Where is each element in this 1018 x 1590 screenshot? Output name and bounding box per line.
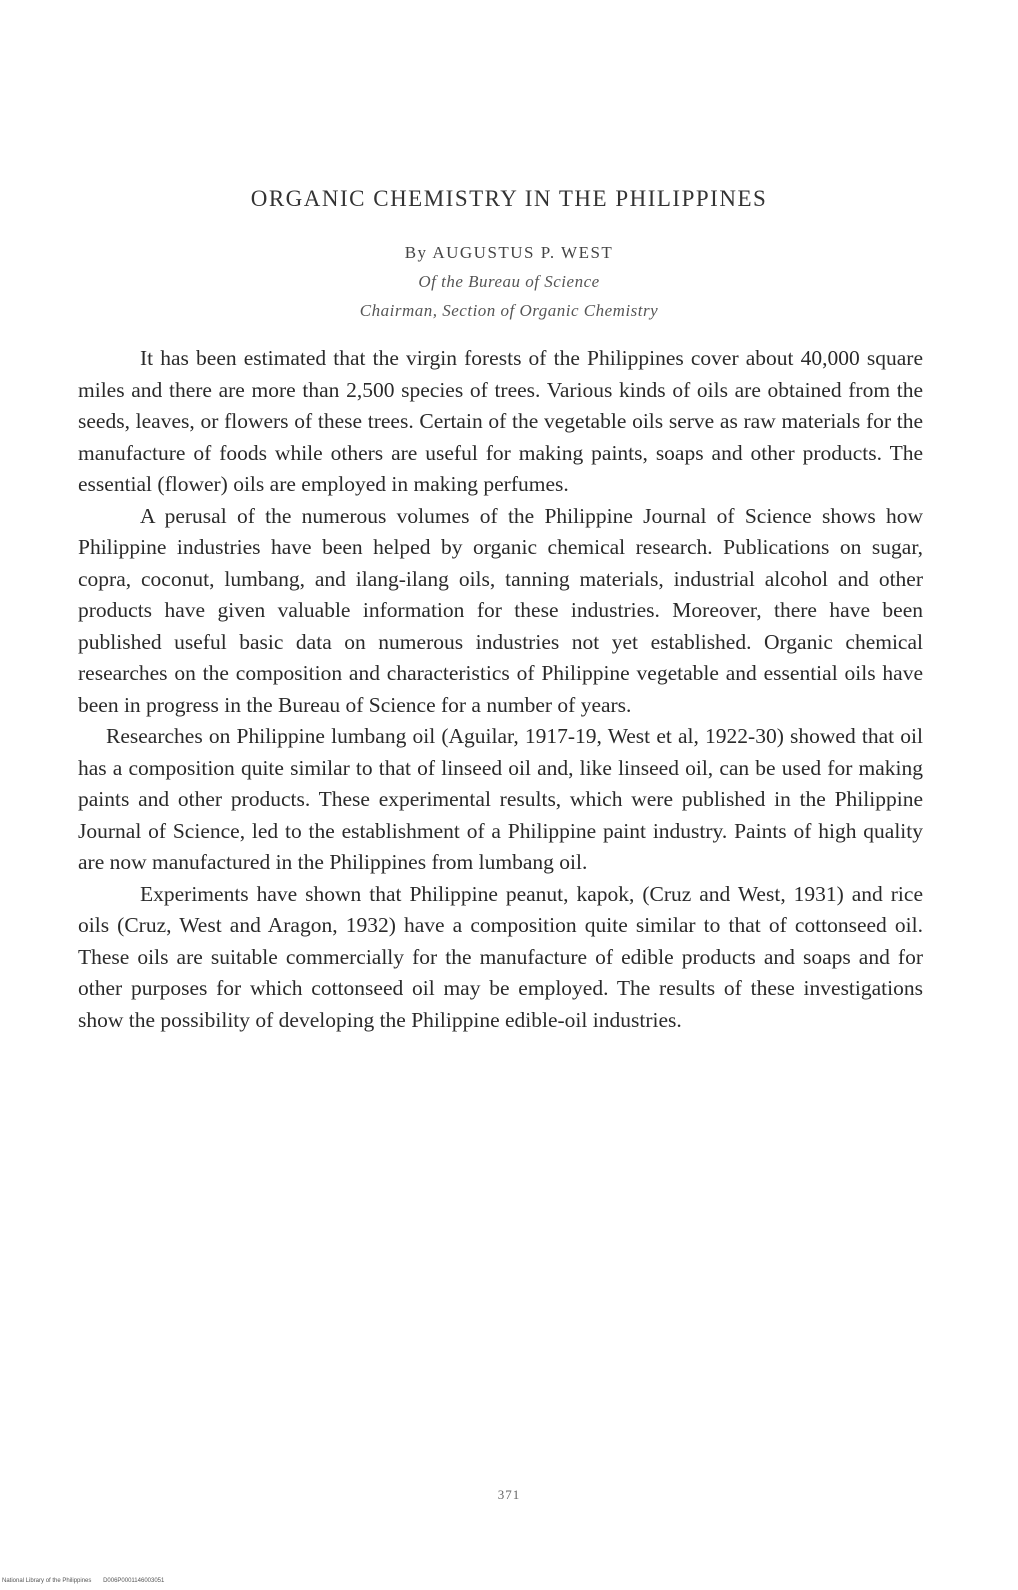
paragraph-2: A perusal of the numerous volumes of the Philippine Journal of Science shows how Philippine industries have been helped by organic chemical research. Publications on sugar, copra, coconut, lumbang, and ilang-ilang oils, tanning materials, industrial alcohol and other products have given valuable information for these industries. Moreover, there have been published useful basic data on numerous industries not yet established. Organic chemical researches on the composition and characteristics of Philippine vegetable and essential oils have been in progress in the Bureau of Science for a number of years. bbox=[78, 503, 923, 717]
footer-code: D006P0001146003051 bbox=[103, 1578, 165, 1584]
scan-footer bbox=[2, 1578, 174, 1584]
paragraph-1: It has been estimated that the virgin forests of the Philippines cover about 40,000 square miles and there are more than 2,500 species of trees. Various kinds of oils are obtained from the seeds, leaves, or flowers of these trees. Certain of the vegetable oils serve as raw materials for the manufacture of foods while others are useful for making paints, soaps and other products. The essential (flower) oils are employed in making perfumes. bbox=[78, 346, 923, 496]
footer-library: National Library of the Philippines bbox=[2, 1578, 92, 1584]
article-title: ORGANIC CHEMISTRY IN THE PHILIPPINES bbox=[250, 186, 768, 211]
author-byline: By AUGUSTUS P. WEST bbox=[404, 243, 614, 262]
paragraph-4: Experiments have shown that Philippine peanut, kapok, (Cruz and West, 1931) and rice oils (Cruz, West and Aragon, 1932) have a composition quite similar to that of cottonseed oil. These oils are suitable commercially for the manufacture of edible products and soaps and for other purposes for which cottonseed oil may be employed. The results of these investigations show the possibility of developing the Philippine edible-oil industries. bbox=[78, 881, 923, 1032]
author-affiliation: Of the Bureau of Science bbox=[418, 272, 600, 291]
author-position: Chairman, Section of Organic Chemistry bbox=[359, 301, 659, 320]
page-number: 371 bbox=[497, 1487, 521, 1502]
article-body bbox=[78, 343, 923, 1036]
paragraph-3: Researches on Philippine lumbang oil (Aguilar, 1917-19, West et al, 1922-30) showed that oil has a composition quite similar to that of linseed oil and, like linseed oil, can be used for making paints and other products. These experimental results, which were published in the Philippine Journal of Science, led to the establishment of a Philippine paint industry. Paints of high quality are now manufactured in the Philippines from lumbang oil. bbox=[78, 724, 923, 874]
